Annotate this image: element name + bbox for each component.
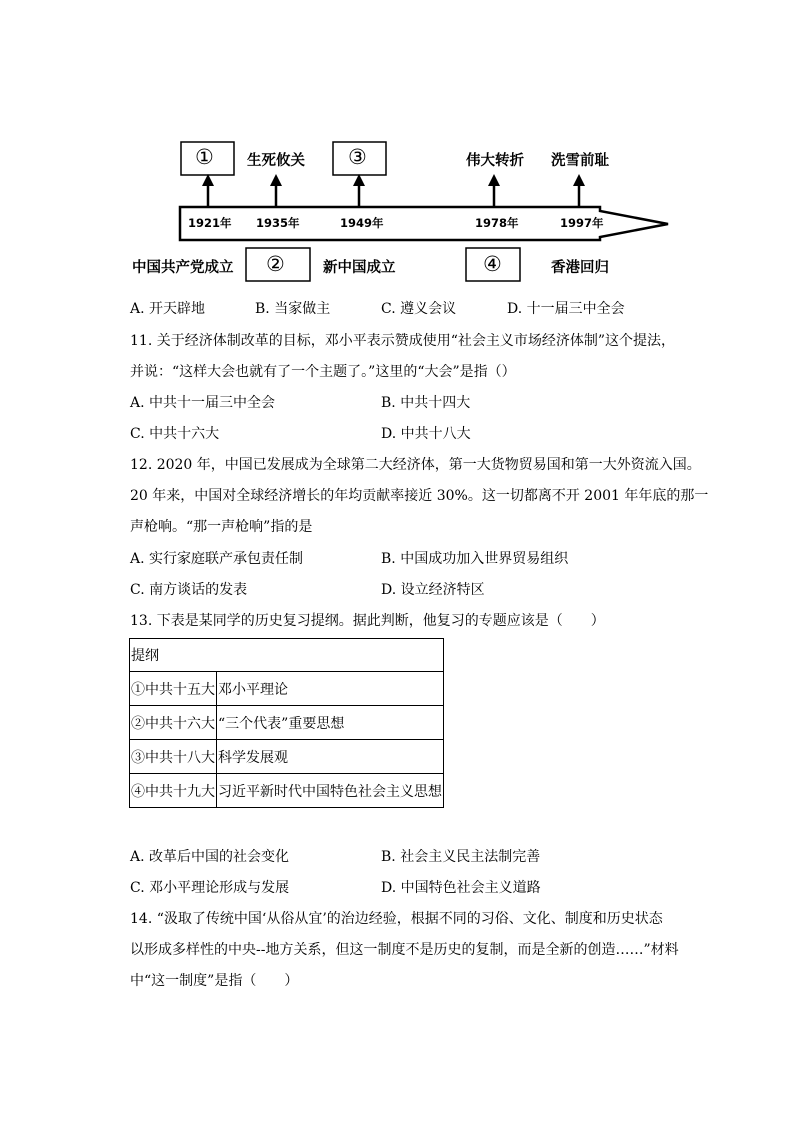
q11-option-b: B. 中共十四大 (381, 395, 471, 411)
q11-option-c: C. 中共十六大 (130, 426, 220, 442)
table-row (130, 740, 444, 774)
q10-option-a: A. 开天辟地 (130, 301, 206, 317)
q14-stem-line2: 以形成多样性的中央--地方关系，但这一制度不是历史的复制，而是全新的创造……”材料 (130, 942, 679, 958)
q13-option-b: B. 社会主义民主法制完善 (381, 849, 541, 865)
year-1978: 1978年 (475, 216, 519, 230)
table-row (130, 774, 444, 808)
table-row (130, 672, 444, 706)
box-3-label: ③ (348, 145, 367, 169)
table-cell-theory: 习近平新时代中国特色社会主义思想 (217, 774, 444, 808)
label-hongkong: 香港回归 (551, 260, 609, 276)
review-outline-table (129, 638, 444, 808)
label-party-founded: 中国共产党成立 (132, 260, 234, 276)
table-header-cell: 提纲 (130, 639, 444, 672)
label-weida: 伟大转折 (466, 153, 524, 169)
q12-stem-line2: 20 年来，中国对全球经济增长的年均贡献率接近 30%。这一切都离不开 2001 年年底的那一 (130, 488, 709, 504)
box-1-label: ① (195, 145, 214, 169)
table-cell-theory: 科学发展观 (217, 740, 444, 774)
q11-option-d: D. 中共十八大 (381, 426, 471, 442)
q14-stem-line1: 14. “汲取了传统中国‘从俗从宜’的治边经验，根据不同的习俗、文化、制度和历史状态 (130, 911, 663, 927)
q13-stem-line1: 13. 下表是某同学的历史复习提纲。据此判断，他复习的专题应该是（ ） (130, 613, 605, 629)
table-cell-theory: 邓小平理论 (217, 672, 444, 706)
q12-option-d: D. 设立经济特区 (381, 582, 485, 598)
year-1997: 1997年 (560, 216, 604, 230)
q12-stem-line1: 12. 2020 年，中国已发展成为全球第二大经济体，第一大货物贸易国和第一大外资流入国。 (130, 457, 701, 473)
q12-option-c: C. 南方谈话的发表 (130, 582, 248, 598)
year-1935: 1935年 (256, 216, 300, 230)
table-cell-theory: “三个代表”重要思想 (217, 706, 444, 740)
arrow-1949 (353, 174, 365, 207)
q10-option-c: C. 遵义会议 (381, 301, 457, 317)
table-cell-congress: ④中共十九大 (130, 774, 217, 808)
timeline-graphic (0, 0, 794, 300)
q14-stem-line3: 中“这一制度”是指（ ） (130, 973, 299, 989)
q12-option-b: B. 中国成功加入世界贸易组织 (381, 551, 569, 567)
arrow-1921 (202, 174, 214, 207)
arrow-1978 (488, 174, 500, 207)
label-shengsi: 生死攸关 (247, 153, 305, 169)
table-header-row (130, 639, 444, 672)
q12-stem-line3: 声枪响。“那一声枪响”指的是 (130, 519, 313, 535)
label-xixue: 洗雪前耻 (551, 153, 609, 169)
year-1921: 1921年 (188, 216, 232, 230)
table-row (130, 706, 444, 740)
q10-option-b: B. 当家做主 (255, 301, 331, 317)
q11-stem-line2: 并说：“这样大会也就有了一个主题了。”这里的“大会”是指（） (130, 364, 516, 380)
table-cell-congress: ①中共十五大 (130, 672, 217, 706)
q13-option-a: A. 改革后中国的社会变化 (130, 849, 290, 865)
table-cell-congress: ②中共十六大 (130, 706, 217, 740)
q11-stem-line1: 11. 关于经济体制改革的目标，邓小平表示赞成使用“社会主义市场经济体制”这个提法， (130, 333, 676, 349)
box-2-label: ② (266, 252, 285, 276)
q10-option-d: D. 十一届三中全会 (507, 301, 625, 317)
box-4-label: ④ (483, 252, 502, 276)
q13-option-d: D. 中国特色社会主义道路 (381, 880, 541, 896)
table-cell-congress: ③中共十八大 (130, 740, 217, 774)
q11-option-a: A. 中共十一届三中全会 (130, 395, 276, 411)
arrow-1997 (573, 174, 585, 207)
label-new-china: 新中国成立 (323, 260, 396, 276)
year-1949: 1949年 (340, 216, 384, 230)
arrow-1935 (270, 174, 282, 207)
q13-option-c: C. 邓小平理论形成与发展 (130, 880, 290, 896)
q12-option-a: A. 实行家庭联产承包责任制 (130, 551, 304, 567)
